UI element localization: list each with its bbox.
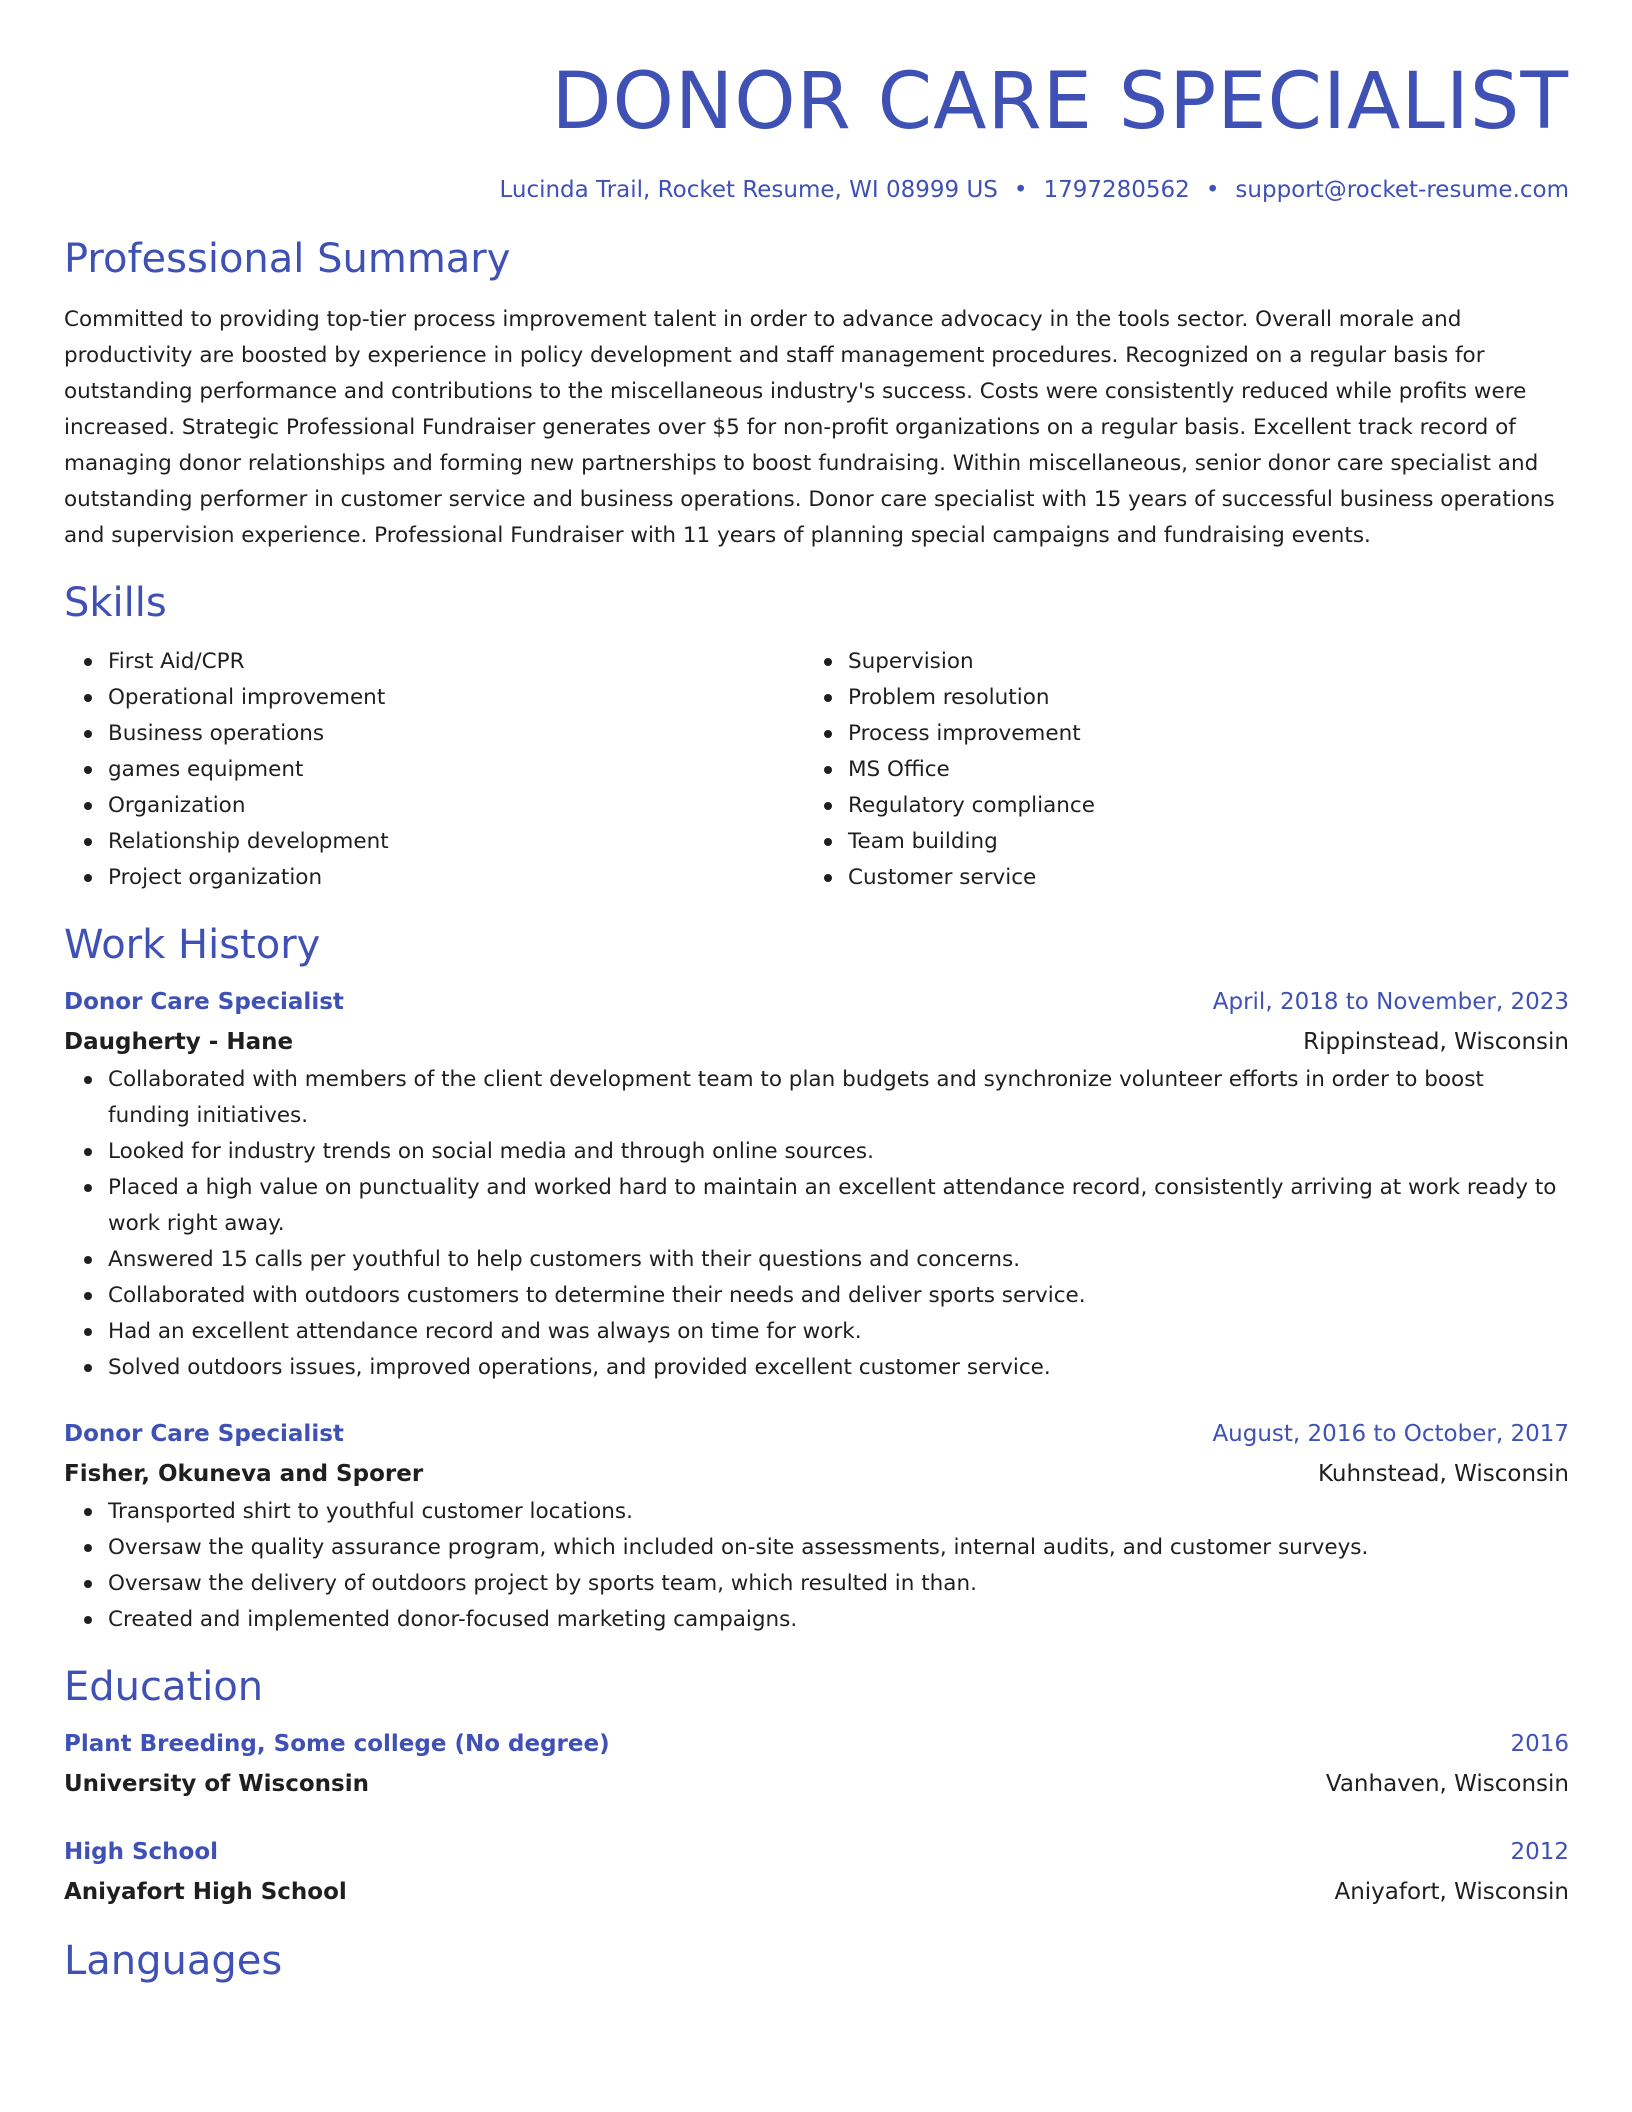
skill-item: games equipment	[108, 752, 804, 788]
education-year: 2016	[1510, 1731, 1569, 1757]
contact-email: support@rocket-resume.com	[1235, 177, 1569, 203]
skill-item: Process improvement	[848, 716, 1569, 752]
education-school: University of Wisconsin	[64, 1771, 369, 1797]
education-school-row	[64, 1764, 1569, 1804]
education-degree-row	[64, 1832, 1569, 1872]
skills-list-left	[64, 644, 804, 896]
job-entry	[64, 1414, 1569, 1638]
job-company: Fisher, Okuneva and Sporer	[64, 1461, 424, 1487]
job-bullet: Answered 15 calls per youthful to help customers with their questions and concerns.	[108, 1242, 1569, 1278]
resume-header	[64, 52, 1569, 206]
skill-item: Relationship development	[108, 824, 804, 860]
job-bullet: Oversaw the delivery of outdoors project by sports team, which resulted in than.	[108, 1566, 1569, 1602]
education-year: 2012	[1510, 1839, 1569, 1865]
education-school-row	[64, 1872, 1569, 1912]
contact-separator: •	[1205, 177, 1220, 203]
summary-section	[64, 234, 1569, 554]
skill-item: MS Office	[848, 752, 1569, 788]
job-bullet: Collaborated with outdoors customers to determine their needs and deliver sports service.	[108, 1278, 1569, 1314]
skill-item: Customer service	[848, 860, 1569, 896]
job-bullet: Had an excellent attendance record and was always on time for work.	[108, 1314, 1569, 1350]
skills-heading: Skills	[64, 580, 167, 626]
education-entry	[64, 1832, 1569, 1912]
contact-phone: 1797280562	[1043, 177, 1190, 203]
job-bullet: Created and implemented donor-focused marketing campaigns.	[108, 1602, 1569, 1638]
summary-heading: Professional Summary	[64, 236, 511, 282]
education-location: Aniyafort, Wisconsin	[1334, 1879, 1569, 1905]
job-bullets	[64, 1494, 1569, 1638]
education-school: Aniyafort High School	[64, 1879, 347, 1905]
job-location: Kuhnstead, Wisconsin	[1318, 1461, 1569, 1487]
job-role: Donor Care Specialist	[64, 989, 344, 1015]
job-location: Rippinstead, Wisconsin	[1303, 1029, 1569, 1055]
education-section	[64, 1662, 1569, 1912]
skill-item: Problem resolution	[848, 680, 1569, 716]
languages-heading: Languages	[64, 1938, 283, 1984]
education-heading: Education	[64, 1664, 264, 1710]
contact-separator: •	[1013, 177, 1028, 203]
job-bullet: Oversaw the quality assurance program, which included on-site assessments, internal audits, and customer surveys.	[108, 1530, 1569, 1566]
work-history-heading: Work History	[64, 922, 321, 968]
languages-section	[64, 1936, 1569, 1986]
education-degree: High School	[64, 1839, 219, 1865]
contact-line	[64, 174, 1569, 206]
resume-title: DONOR CARE SPECIALIST	[551, 57, 1569, 147]
job-bullet: Solved outdoors issues, improved operations, and provided excellent customer service.	[108, 1350, 1569, 1386]
education-location: Vanhaven, Wisconsin	[1325, 1771, 1569, 1797]
job-title-row	[64, 982, 1569, 1022]
job-bullet: Collaborated with members of the client development team to plan budgets and synchronize volunteer efforts in order to boost funding initiatives.	[108, 1062, 1569, 1134]
job-bullet: Placed a high value on punctuality and worked hard to maintain an excellent attendance record, consistently arriving at work ready to work right away.	[108, 1170, 1569, 1242]
summary-text: Committed to providing top-tier process improvement talent in order to advance advocacy in the tools sector. Overall morale and productivity are boosted by experience in policy development and staff management procedures. Recognized on a regular basis for outstanding performance and contributions to the miscellaneous industry's success. Costs were consistently reduced while profits were increased. Strategic Professional Fundraiser generates over $5 for non-profit organizations on a regular basis. Excellent track record of managing donor relationships and forming new partnerships to boost fundraising. Within miscellaneous, senior donor care specialist and outstanding performer in customer service and business operations. Donor care specialist with 15 years of successful business operations and supervision experience. Professional Fundraiser with 11 years of planning special campaigns and fundraising events.	[64, 307, 1555, 548]
job-company-row	[64, 1454, 1569, 1494]
skills-section	[64, 578, 1569, 896]
education-degree: Plant Breeding, Some college (No degree)	[64, 1731, 610, 1757]
skill-item: Supervision	[848, 644, 1569, 680]
job-company: Daugherty - Hane	[64, 1029, 294, 1055]
job-bullet: Transported shirt to youthful customer locations.	[108, 1494, 1569, 1530]
contact-address: Lucinda Trail, Rocket Resume, WI 08999 US	[499, 177, 998, 203]
job-dates: August, 2016 to October, 2017	[1212, 1421, 1569, 1447]
education-entry	[64, 1724, 1569, 1804]
skill-item: Regulatory compliance	[848, 788, 1569, 824]
job-bullets	[64, 1062, 1569, 1386]
skills-grid	[64, 644, 1569, 896]
skill-item: First Aid/CPR	[108, 644, 804, 680]
work-history-section	[64, 920, 1569, 1638]
education-degree-row	[64, 1724, 1569, 1764]
skill-item: Project organization	[108, 860, 804, 896]
skill-item: Team building	[848, 824, 1569, 860]
job-bullet: Looked for industry trends on social media and through online sources.	[108, 1134, 1569, 1170]
job-dates: April, 2018 to November, 2023	[1212, 989, 1569, 1015]
job-company-row	[64, 1022, 1569, 1062]
job-role: Donor Care Specialist	[64, 1421, 344, 1447]
skills-list-right	[804, 644, 1569, 896]
skill-item: Operational improvement	[108, 680, 804, 716]
job-entry	[64, 982, 1569, 1386]
skill-item: Organization	[108, 788, 804, 824]
skill-item: Business operations	[108, 716, 804, 752]
job-title-row	[64, 1414, 1569, 1454]
